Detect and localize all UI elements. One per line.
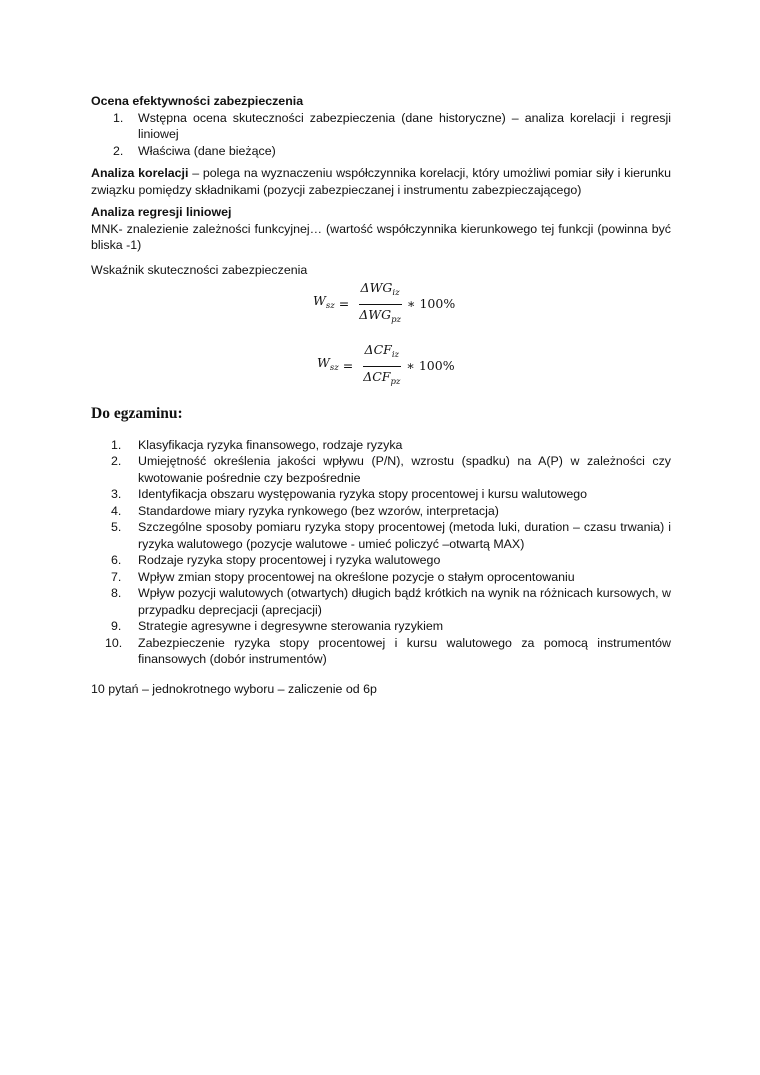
formula-fraction: $\frac{\Delta WG_{iz}}{\Delta WG_{pz}}$ — [359, 280, 401, 325]
list-item: 8. Wpływ pozycji walutowych (otwartych) długich bądź krótkich na wynik na różnicach kursowych, w przypadku deprecjacji (aprecjacji) — [111, 586, 671, 617]
list-item: 7. Wpływ zmian stopy procentowej na określone pozycje o stałym oprocentowaniu — [111, 569, 575, 584]
section-title-hedge-effectiveness: Ocena efektywności zabezpieczenia — [91, 94, 304, 108]
list-item: 1. Klasyfikacja ryzyka finansowego, rodzaje ryzyka — [111, 437, 403, 452]
document-content — [91, 93, 671, 697]
section-title-regression: Analiza regresji liniowej — [91, 205, 232, 219]
list-item: 10. Zabezpieczenie ryzyka stopy procentowej i kursu walutowego za pomocą instrumentów finansowych (dobór instrumentów) — [105, 635, 671, 666]
formula-lhs: $W_{sz}$ — [317, 355, 339, 374]
list-item: 4. Standardowe miary ryzyka rynkowego (bez wzorów, interpretacja) — [111, 503, 499, 518]
hedge-effectiveness-list — [91, 110, 671, 160]
list-item: 6. Rodzaje ryzyka stopy procentowej i ryzyka walutowego — [111, 553, 441, 567]
formula-multiplier: ∗ 100% — [406, 357, 455, 373]
list-item: 2. Właściwa (dane bieżące) — [113, 143, 276, 158]
list-item: 3. Identyfikacja obszaru występowania ryzyka stopy procentowej i kursu walutowego — [111, 487, 588, 501]
formula-multiplier: ∗ 100% — [406, 295, 456, 311]
list-item: 5. Szczególne sposoby pomiaru ryzyka stopy procentowej (metoda luki, duration – czasu trwania) i ryzyka walutowego (pozycje walutowe - umieć policzyć –otwartą MAX) — [111, 520, 671, 551]
formula-lhs: $W_{sz}$ — [313, 293, 335, 312]
regression-text: MNK- znalezienie zależności funkcyjnej… (wartość współczynnika kierunkowego tej funkcji (powinna być bliska -1) — [91, 221, 671, 252]
list-item: 2. Umiejętność określenia jakości wpływu (P/N), wzrostu (spadku) na A(P) w zależności czy kwotowanie pośrednie czy bezpośrednie — [111, 454, 671, 485]
formula-cf: $W_{sz}$ = $\frac{\Delta CF_{iz}}{\Delta CF_{pz}}$ ∗ 100% — [317, 342, 671, 390]
footer-note: 10 pytań – jednokrotnego wyboru – zaliczenie od 6p — [91, 681, 377, 696]
indicator-label: Wskaźnik skuteczności zabezpieczenia — [91, 262, 308, 277]
correlation-term: Analiza korelacji — [91, 166, 189, 180]
formula-wg: $W_{sz}$ = $\frac{\Delta WG_{iz}}{\Delta WG_{pz}}$ ∗ 100% — [313, 280, 671, 328]
exam-title: Do egzaminu: — [91, 405, 183, 422]
list-item: 1. Wstępna ocena skuteczności zabezpieczenia (dane historyczne) – analiza korelacji i regresji liniowej — [113, 110, 671, 141]
correlation-text: – polega na wyznaczeniu współczynnika korelacji, który umożliwi pomiar siły i kierunku związku pomiędzy składnikami (pozycji zabezpieczanej i instrumentu zabezpieczającego) — [91, 166, 671, 197]
list-item: 9. Strategie agresywne i degresywne sterowania ryzykiem — [111, 619, 444, 633]
exam-topics-list — [91, 437, 671, 668]
formula-fraction: $\frac{\Delta CF_{iz}}{\Delta CF_{pz}}$ — [363, 342, 401, 387]
correlation-paragraph — [91, 165, 671, 198]
